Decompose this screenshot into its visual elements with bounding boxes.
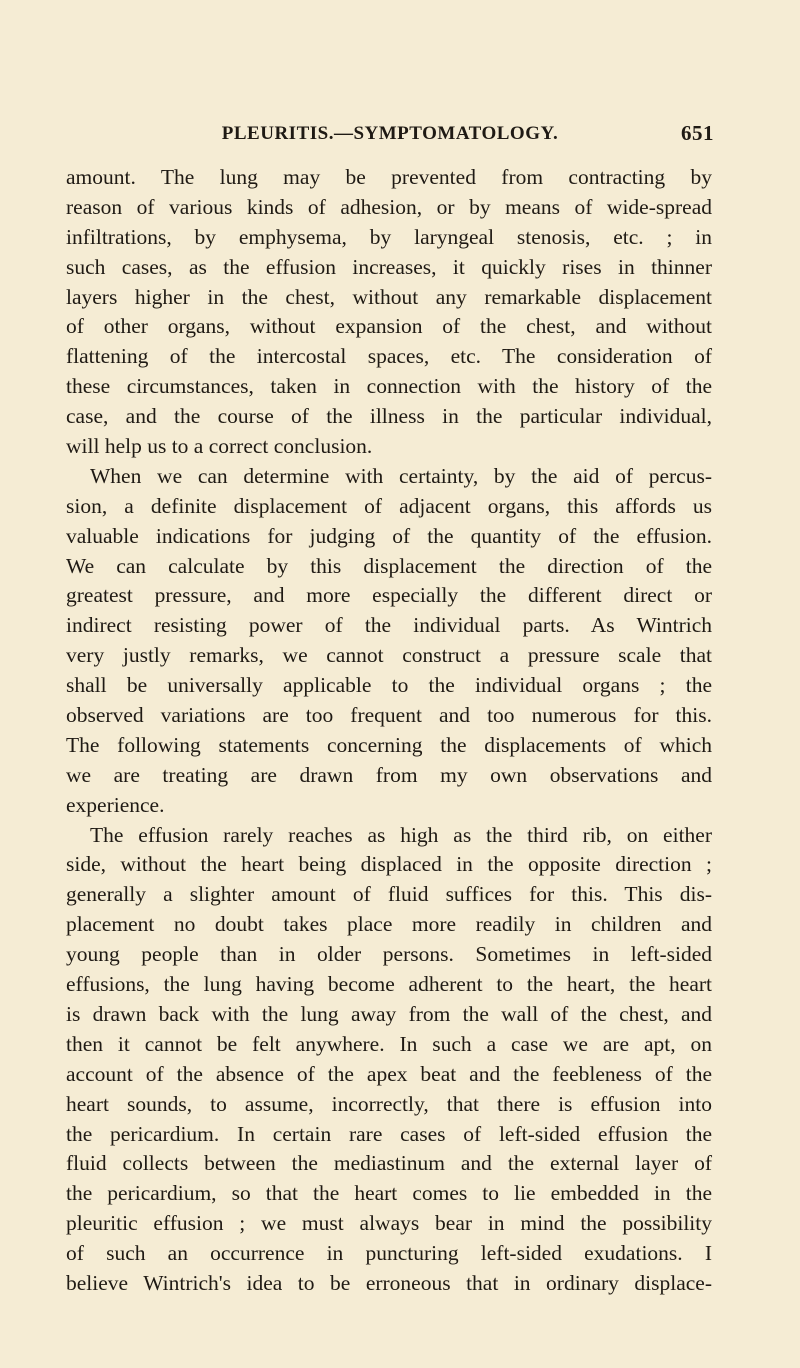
text-line: experience. [66,792,165,817]
text-line: pleuritic effusion ; we must always bear in mind the possibility [66,1211,712,1236]
text-line: generally a slighter amount of fluid suffices for this. This dis- [66,882,712,907]
text-line: such cases, as the effusion increases, it quickly rises in thinner [66,254,712,279]
text-line: case, and the course of the illness in the particular individual, [66,404,712,429]
text-line: flattening of the intercostal spaces, etc. The consideration of [66,344,712,369]
text-line: observed variations are too frequent and too numerous for this. [66,703,712,728]
paragraph-3 [66,821,712,1299]
text-line: infiltrations, by emphysema, by laryngeal stenosis, etc. ; in [66,224,712,249]
text-line: shall be universally applicable to the individual organs ; the [66,673,712,698]
text-line: young people than in older persons. Sometimes in left-sided [66,942,712,967]
text-line: effusions, the lung having become adherent to the heart, the heart [66,972,712,997]
text-line: the pericardium, so that the heart comes to lie embedded in the [66,1181,712,1206]
text-line: the pericardium. In certain rare cases of left-sided effusion the [66,1121,712,1146]
text-line: The effusion rarely reaches as high as the third rib, on either [90,822,712,847]
text-line: of other organs, without expansion of the chest, and without [66,314,712,339]
text-line: fluid collects between the mediastinum and the external layer of [66,1151,712,1176]
text-line: The following statements concerning the displacements of which [66,732,712,757]
text-line: valuable indications for judging of the quantity of the effusion. [66,523,712,548]
body-text [66,163,712,1299]
page-number: 651 [681,121,714,145]
running-title: PLEURITIS.—SYMPTOMATOLOGY. [221,123,559,144]
text-line: When we can determine with certainty, by the aid of percus- [90,463,712,488]
text-line: very justly remarks, we cannot construct a pressure scale that [66,643,712,668]
text-line: account of the absence of the apex beat and the feebleness of the [66,1061,712,1086]
text-line: will help us to a correct conclusion. [66,434,373,459]
text-line: sion, a definite displacement of adjacent organs, this affords us [66,493,712,518]
text-line: placement no doubt takes place more readily in children and [66,912,712,937]
text-line: reason of various kinds of adhesion, or by means of wide-spread [66,194,712,219]
text-line: We can calculate by this displacement the direction of the [66,553,712,578]
running-head [66,123,714,153]
text-line: is drawn back with the lung away from the wall of the chest, and [66,1001,712,1026]
text-line: we are treating are drawn from my own observations and [66,762,712,787]
text-line: greatest pressure, and more especially the different direct or [66,583,712,608]
text-line: indirect resisting power of the individual parts. As Wintrich [66,613,712,638]
text-line: believe Wintrich's idea to be erroneous that in ordinary displace- [66,1270,712,1295]
text-line: heart sounds, to assume, incorrectly, that there is effusion into [66,1091,712,1116]
text-line: layers higher in the chest, without any remarkable displacement [66,284,712,309]
text-line: side, without the heart being displaced in the opposite direction ; [66,852,712,877]
text-line: these circumstances, taken in connection with the history of the [66,374,712,399]
text-line: of such an occurrence in puncturing left-sided exudations. I [66,1241,712,1266]
text-line: amount. The lung may be prevented from contracting by [66,165,712,189]
paragraph-1 [66,163,712,462]
text-line: then it cannot be felt anywhere. In such a case we are apt, on [66,1031,712,1056]
paragraph-2 [66,462,712,821]
